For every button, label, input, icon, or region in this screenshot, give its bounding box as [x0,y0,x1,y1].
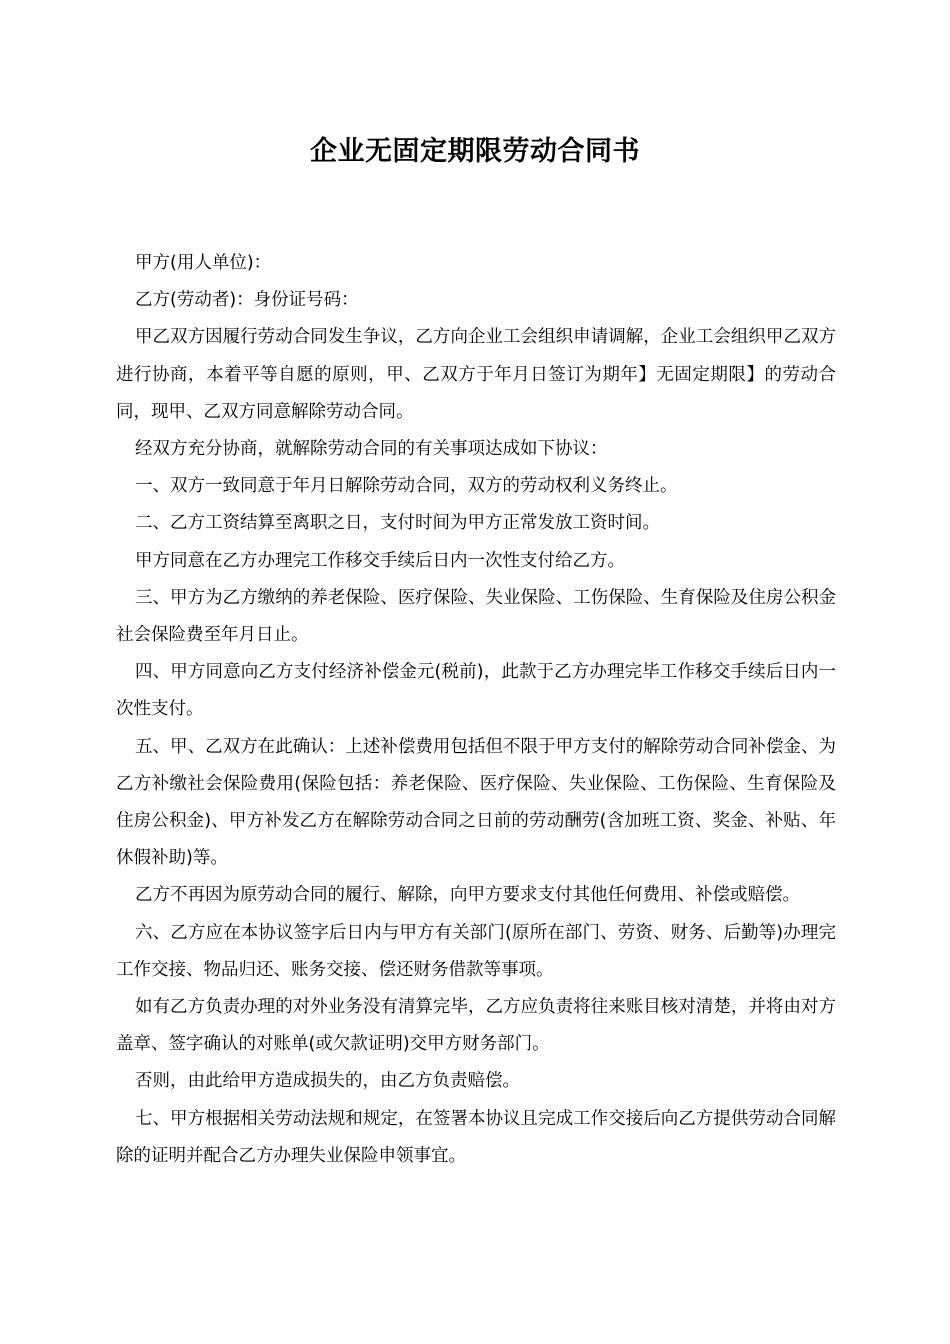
clause-1: 一、双方一致同意于年月日解除劳动合同，双方的劳动权利义务终止。 [135,476,678,497]
clause-5: 五、甲、乙双方在此确认：上述补偿费用包括但不限于甲方支付的解除劳动合同补偿金、为乙方补缴社会保险费用(保险包括：养老保险、医疗保险、失业保险、工伤保险、生育保险及住房公积金)、甲方补发乙方在解除劳动合同之日前的劳动酬劳(含加班工资、奖金、补贴、年休假补助)等。 [116,736,836,869]
clause-4: 四、甲方同意向乙方支付经济补偿金元(税前)，此款于乙方办理完毕工作移交手续后日内一次性支付。 [116,662,836,720]
party-a-line: 甲方(用人单位)： [135,253,272,273]
clause-5-waiver: 乙方不再因为原劳动合同的履行、解除，向甲方要求支付其他任何费用、补偿或赔偿。 [135,885,800,906]
clause-3: 三、甲方为乙方缴纳的养老保险、医疗保险、失业保险、工伤保险、生育保险及住房公积金社会保险费至年月日止。 [116,587,836,646]
party-b-line: 乙方(劳动者)：身份证号码： [135,290,359,311]
clause-6-liability: 否则，由此给甲方造成损失的，由乙方负责赔偿。 [135,1071,520,1092]
clause-2-payment: 甲方同意在乙方办理完工作移交手续后日内一次性支付给乙方。 [135,550,625,571]
document-title: 企业无固定期限劳动合同书 [310,136,640,167]
clause-6-accounts: 如有乙方负责办理的对外业务没有清算完毕，乙方应负责将往来账目核对清楚，并将由对方盖章、签字确认的对账单(或欠款证明)交甲方财务部门。 [116,997,836,1055]
clause-2: 二、乙方工资结算至离职之日，支付时间为甲方正常发放工资时间。 [135,513,660,534]
clause-6: 六、乙方应在本协议签字后日内与甲方有关部门(原所在部门、劳资、财务、后勤等)办理完工作交接、物品归还、账务交接、偿还财务借款等事项。 [116,922,836,980]
agreement-intro: 经双方充分协商，就解除劳动合同的有关事项达成如下协议： [135,439,608,460]
clause-7: 七、甲方根据相关劳动法规和规定，在签署本协议且完成工作交接后向乙方提供劳动合同解除的证明并配合乙方办理失业保险申领事宜。 [116,1108,836,1166]
preamble-paragraph: 甲乙双方因履行劳动合同发生争议，乙方向企业工会组织申请调解，企业工会组织甲乙双方进行协商，本着平等自愿的原则，甲、乙双方于年月日签订为期年】无固定期限】的劳动合同，现甲、乙双方同意解除劳动合同。 [116,327,836,422]
document-body [116,245,836,1175]
